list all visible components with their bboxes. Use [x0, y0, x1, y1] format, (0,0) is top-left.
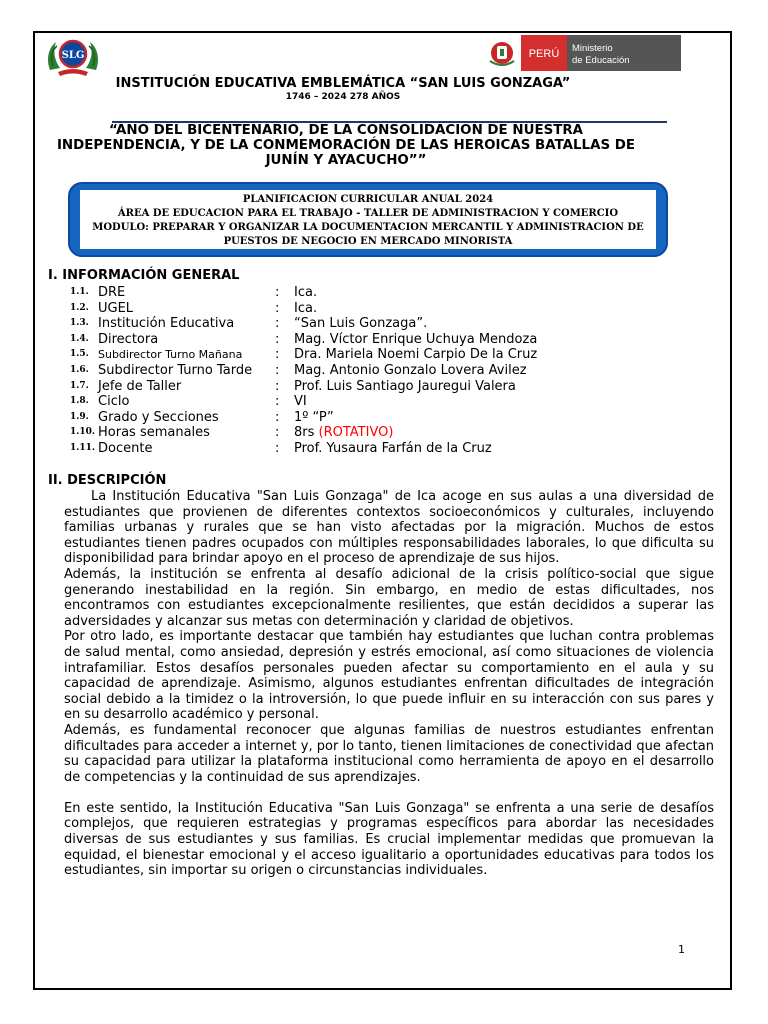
info-value: Mag. Antonio Gonzalo Lovera Avilez — [294, 362, 527, 378]
info-colon: : — [275, 300, 280, 316]
info-value: VI — [294, 394, 307, 410]
description-paragraph: La Institución Educativa "San Luis Gonzaga" de Ica acoge en sus aulas a una diversidad de estudiantes que provienen de diferentes contextos socioeconómicos y culturales, incluyendo familias urbanas y rurales que se han visto afectadas por la migración. Muchos de estos estudiantes tienen padres ocupados con múltiples responsabilidades laborales, lo que dificulta su disponibilidad para brindar apoyo en el proceso de aprendizaje de sus hijos. — [64, 489, 714, 567]
banner-line-module: MODULO: PREPARAR Y ORGANIZAR LA DOCUMENTACION MERCANTIL Y ADMINISTRACION DE PUESTOS DE NEGOCIO EN MERCADO MINORISTA — [92, 222, 644, 247]
info-number: 1.11. — [70, 442, 96, 453]
school-logo-text: SLG — [61, 50, 85, 61]
info-row-institution — [70, 316, 630, 332]
info-colon: : — [275, 331, 280, 347]
title-banner-content — [80, 190, 656, 249]
info-number: 1.6. — [70, 364, 89, 375]
info-label: Subdirector Turno Mañana — [98, 348, 243, 362]
banner-line-area: ÁREA DE EDUCACION PARA EL TRABAJO - TALLER DE ADMINISTRACION Y COMERCIO — [117, 208, 619, 219]
rotating-note: (ROTATIVO) — [318, 425, 394, 441]
info-colon: : — [275, 378, 280, 394]
banner-line-plan: PLANIFICACION CURRICULAR ANUAL 2024 — [242, 194, 494, 205]
info-row-hours — [70, 425, 630, 441]
info-colon: : — [275, 394, 280, 410]
info-number: 1.5. — [70, 349, 89, 360]
info-row-ugel — [70, 301, 630, 317]
general-info-list — [70, 285, 630, 457]
info-number: 1.7. — [70, 380, 89, 391]
info-value: Ica. — [294, 300, 318, 316]
info-colon: : — [275, 285, 280, 300]
description-paragraph: Además, es fundamental reconocer que algunas familias de nuestros estudiantes enfrentan dificultades para acceder a internet y, por lo tanto, tienen limitaciones de conectividad que afectan su capacidad para utilizar la plataforma institucional como herramienta de apoyo en el desarrollo de competencias y la continuidad de sus aprendizajes. — [64, 722, 714, 785]
ministry-line2: de Educación — [572, 55, 630, 66]
info-number: 1.3. — [70, 318, 89, 329]
info-value: Mag. Víctor Enrique Uchuya Mendoza — [294, 331, 538, 347]
info-colon: : — [275, 425, 280, 441]
years-label: 1746 – 2024 278 AÑOS — [285, 92, 401, 102]
description-paragraph: Además, la institución se enfrenta al desafío adicional de la crisis político-social que sigue generando inestabilidad en la región. Sin embargo, en medio de estas dificultades, nos encontramos con estudiantes excepcionalmente resilientes, que están decididos a superar las adversidades y alcanzar sus metas con determinación y claridad de objetivos. — [64, 566, 714, 629]
year-name-heading: “ANO DEL BICENTENARIO, DE LA CONSOLIDACION DE NUESTRA INDEPENDENCIA, Y DE LA CONMEMORACIÓN DE LAS HEROICAS BATALLAS DE JUNÍN Y AYACUCHO”” — [56, 123, 636, 168]
ministry-logo — [487, 35, 681, 71]
page-number: 1 — [678, 943, 685, 956]
info-row-grade — [70, 410, 630, 426]
info-label: Subdirector Turno Tarde — [98, 362, 253, 378]
info-number: 1.1. — [70, 287, 89, 297]
info-colon: : — [275, 409, 280, 425]
info-number: 1.4. — [70, 333, 89, 344]
info-number: 1.10. — [70, 427, 96, 438]
info-value-group — [294, 425, 393, 441]
info-label: Jefe de Taller — [98, 378, 182, 394]
info-value: 1º “P” — [294, 409, 334, 425]
info-row-cycle — [70, 394, 630, 410]
description-paragraph: En este sentido, la Institución Educativa "San Luis Gonzaga" se enfrenta a una serie de desafíos complejos, que requieren estrategias y programas específicos para abordar las necesidades diversas de sus estudiantes y sus familias. Es crucial implementar medidas que promuevan la equidad, el bienestar emocional y el acceso igualitario a oportunidades educativas para todos los estudiantes, sin importar su origen o circunstancias individuales. — [64, 800, 714, 879]
info-value: “San Luis Gonzaga”. — [294, 316, 428, 332]
info-label: Ciclo — [98, 394, 130, 410]
info-number: 1.8. — [70, 396, 89, 407]
info-label: DRE — [98, 285, 126, 300]
info-value: Dra. Mariela Noemi Carpio De la Cruz — [294, 347, 538, 363]
section-general-info-heading: I. INFORMACIÓN GENERAL — [48, 268, 240, 283]
info-colon: : — [275, 362, 280, 378]
info-value: Prof. Luis Santiago Jauregui Valera — [294, 378, 516, 394]
info-number: 1.2. — [70, 302, 89, 313]
info-row-teacher — [70, 441, 630, 457]
info-row-subdirector-morning — [70, 347, 630, 363]
info-row-dre — [70, 285, 630, 301]
info-row-workshop-head — [70, 379, 630, 395]
ministry-line1: Ministerio — [572, 43, 613, 54]
info-label: UGEL — [98, 300, 134, 316]
title-banner — [68, 182, 668, 257]
ministry-logo-graphic — [487, 35, 681, 71]
info-row-subdirector-afternoon — [70, 363, 630, 379]
info-label: Horas semanales — [98, 425, 210, 441]
info-label: Docente — [98, 440, 153, 456]
info-colon: : — [275, 347, 280, 363]
hours-value: 8rs — [294, 425, 315, 441]
school-crest-logo — [44, 36, 102, 78]
info-value: Prof. Yusaura Farfán de la Cruz — [294, 440, 492, 456]
info-number: 1.9. — [70, 411, 89, 422]
ministry-country: PERÚ — [528, 48, 560, 60]
info-value: Ica. — [294, 285, 318, 300]
description-body — [64, 489, 714, 879]
info-row-director — [70, 332, 630, 348]
description-paragraph: Por otro lado, es importante destacar que también hay estudiantes que luchan contra problemas de salud mental, como ansiedad, depresión y estrés emocional, así como situaciones de violencia intrafamiliar. Estos desafíos personales pueden afectar su comportamiento en el aula y su capacidad de aprendizaje. Asimismo, algunos estudiantes enfrentan dificultades de integración social debido a la timidez o la introversión, lo que puede influir en su interacción con sus pares y en su desarrollo académico y personal. — [64, 629, 714, 723]
institution-title: INSTITUCIÓN EDUCATIVA EMBLEMÁTICA “SAN LUIS GONZAGA” — [115, 76, 571, 91]
section-description-heading: II. DESCRIPCIÓN — [48, 473, 167, 488]
info-label: Directora — [98, 331, 159, 347]
info-colon: : — [275, 316, 280, 332]
info-label: Institución Educativa — [98, 316, 235, 332]
info-colon: : — [275, 440, 280, 456]
info-label: Grado y Secciones — [98, 409, 219, 425]
